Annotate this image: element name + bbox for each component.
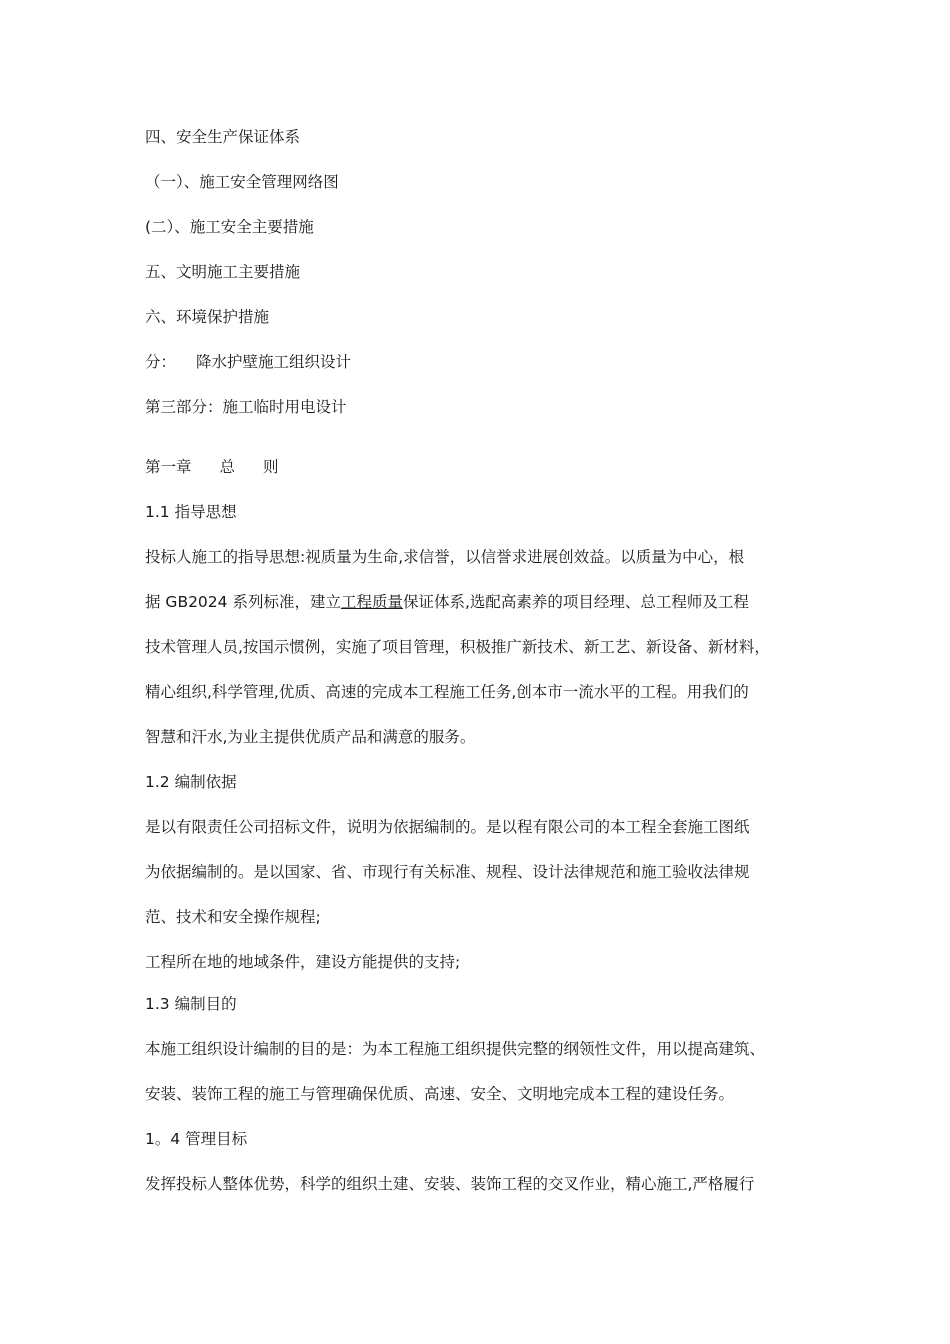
toc-item-text: 降水护壁施工组织设计 [196, 353, 352, 371]
engineering-quality-link[interactable]: 工程质量 [340, 593, 403, 611]
paragraph-line: 工程所在地的地域条件，建设方能提供的支持; [145, 953, 461, 971]
paragraph-line: 范、技术和安全操作规程; [145, 908, 321, 926]
text-segment: 据 GB2024 系列标准，建立 [145, 593, 341, 611]
toc-item: 四、安全生产保证体系 [145, 128, 301, 146]
paragraph-line [145, 592, 749, 612]
paragraph-line: 智慧和汗水,为业主提供优质产品和满意的服务。 [145, 728, 476, 746]
toc-item: (二）、施工安全主要措施 [145, 218, 314, 236]
toc-item: 五、文明施工主要措施 [145, 263, 301, 281]
paragraph-line: 是以有限责任公司招标文件，说明为依据编制的。是以程有限公司的本工程全套施工图纸 [145, 818, 750, 836]
toc-item: 第三部分：施工临时用电设计 [145, 398, 347, 416]
paragraph-line: 为依据编制的。是以国家、省、市现行有关标准、规程、设计法律规范和施工验收法律规 [145, 863, 750, 881]
chapter-number: 第一章 [145, 458, 192, 476]
section-heading: 1.2 编制依据 [145, 773, 237, 791]
paragraph-line: 技术管理人员,按国示惯例，实施了项目管理，积极推广新技术、新工艺、新设备、新材料， [145, 638, 770, 656]
toc-item: （一）、施工安全管理网络图 [145, 173, 339, 191]
toc-item: 六、环境保护措施 [145, 308, 270, 326]
chapter-word: 则 [263, 458, 279, 476]
paragraph-line: 安装、装饰工程的施工与管理确保优质、高速、安全、文明地完成本工程的建设任务。 [145, 1085, 735, 1103]
chapter-title [145, 457, 279, 477]
toc-item-prefix: 分： [145, 353, 177, 371]
paragraph-line: 精心组织,科学管理,优质、高速的完成本工程施工任务,创本市一流水平的工程。用我们的 [145, 683, 749, 701]
section-heading: 1.1 指导思想 [145, 503, 237, 521]
section-heading: 1。4 管理目标 [145, 1130, 248, 1148]
toc-item [145, 352, 351, 372]
paragraph-line: 本施工组织设计编制的目的是：为本工程施工组织提供完整的纲领性文件，用以提高建筑、 [145, 1040, 766, 1058]
paragraph-line: 发挥投标人整体优势，科学的组织土建、安装、装饰工程的交叉作业，精心施工,严格履行 [145, 1175, 755, 1193]
text-segment: 保证体系,选配高素养的项目经理、总工程师及工程 [402, 593, 749, 611]
paragraph-line: 投标人施工的指导思想:视质量为生命,求信誉，以信誉求进展创效益。以质量为中心，根 [145, 548, 745, 566]
section-heading: 1.3 编制目的 [145, 995, 237, 1013]
chapter-word: 总 [219, 458, 236, 476]
